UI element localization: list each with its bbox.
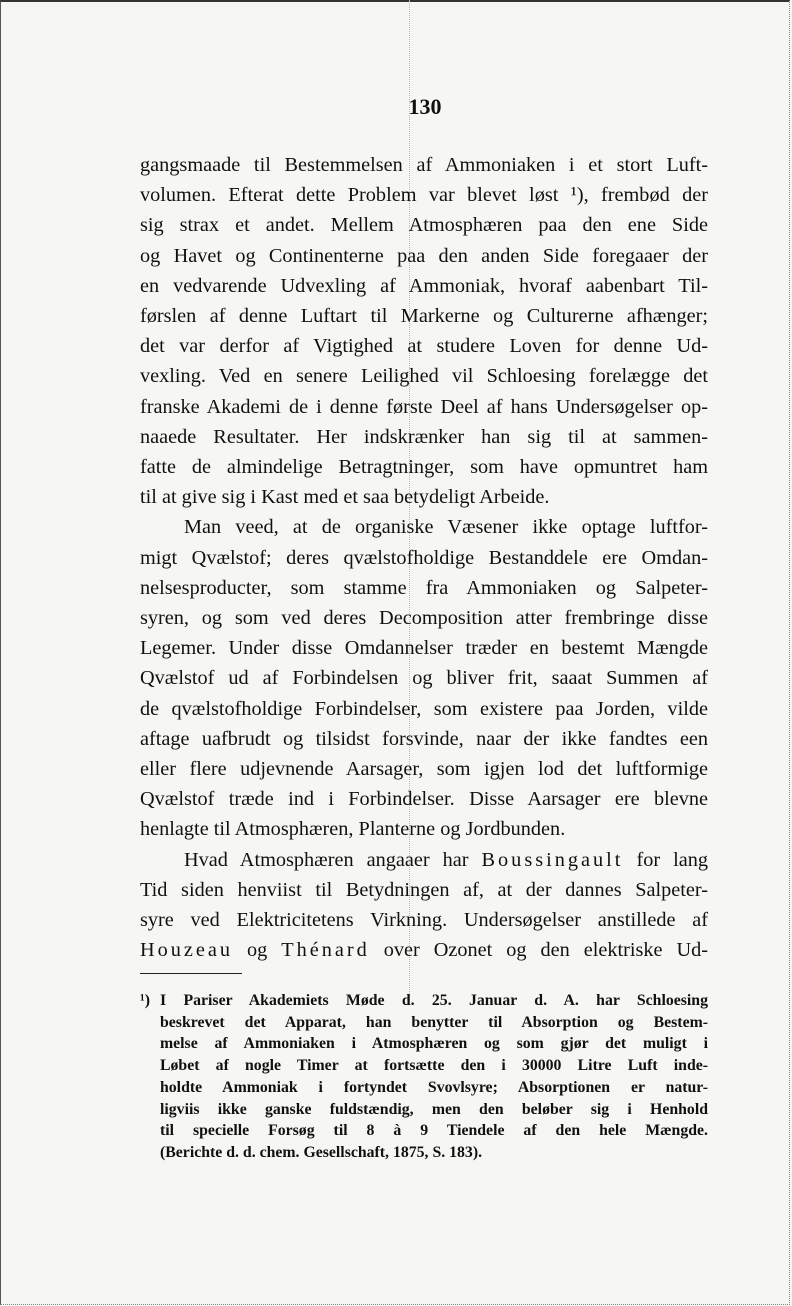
text-fragment: for lang bbox=[623, 848, 708, 871]
text-line: Qvælstof træde ind i Forbindelser. Disse Aarsager ere blevne bbox=[140, 788, 708, 811]
text-line: volumen. Efterat dette Problem var blevet løst ¹), frembød der bbox=[140, 184, 708, 207]
text-line: naaede Resultater. Her indskrænker han sig til at sammen- bbox=[140, 425, 708, 448]
text-line: syren, og som ved deres Decomposition atter frembringe disse bbox=[140, 607, 708, 630]
paragraphs-container bbox=[140, 150, 708, 845]
footnote-line: holdte Ammoniak i fortyndet Svovlsyre; Absorptionen er natur- bbox=[160, 1078, 708, 1096]
text-line: Man veed, at de organiske Væsener ikke optage luftfor- bbox=[184, 516, 708, 539]
footnote-mark: ¹) bbox=[140, 992, 150, 1009]
text-line: fatte de almindelige Betragtninger, som have opmuntret ham bbox=[140, 456, 708, 479]
text-line bbox=[140, 935, 708, 965]
paragraph-3 bbox=[140, 845, 708, 966]
body-text bbox=[140, 150, 708, 965]
text-line: eller flere udjevnende Aarsager, som igjen lod det luftformige bbox=[140, 758, 708, 781]
text-fragment: over Ozonet og den elektriske Ud- bbox=[369, 939, 709, 962]
author-name-houzeau: Houzeau bbox=[140, 939, 234, 962]
text-line: nelsesproducter, som stamme fra Ammoniaken og Salpeter- bbox=[140, 576, 708, 599]
text-fragment: Hvad Atmosphæren angaaer har bbox=[184, 848, 482, 871]
text-line: henlagte til Atmosphæren, Planterne og Jordbunden. bbox=[140, 818, 566, 841]
paragraph-2 bbox=[140, 512, 708, 844]
footnote-line: Løbet af nogle Timer at fortsætte den i 30000 Litre Luft inde- bbox=[160, 1057, 708, 1075]
text-line: det var derfor af Vigtighed at studere Loven for denne Ud- bbox=[140, 335, 708, 358]
footnote-rule bbox=[140, 973, 242, 974]
text-line: en vedvarende Udvexling af Ammoniak, hvoraf aabenbart Til- bbox=[140, 274, 708, 297]
text-line: Legemer. Under disse Omdannelser træder en bestemt Mængde bbox=[140, 637, 708, 660]
author-name-thenard: Thénard bbox=[281, 939, 370, 962]
author-name-boussingault: Boussingault bbox=[481, 848, 624, 871]
text-line bbox=[140, 845, 708, 875]
text-line: migt Qvælstof; deres qvælstofholdige Bestanddele ere Omdan- bbox=[140, 546, 708, 569]
text-line: Qvælstof ud af Forbindelsen og bliver frit, saaat Summen af bbox=[140, 667, 708, 690]
paragraph-1 bbox=[140, 150, 708, 512]
text-line: førslen af denne Luftart til Markerne og Culturerne afhænger; bbox=[140, 305, 708, 328]
footnote-line: melse af Ammoniaken i Atmosphæren og som gjør det muligt i bbox=[160, 1035, 708, 1053]
text-line: syre ved Elektricitetens Virkning. Undersøgelser anstillede af bbox=[140, 909, 708, 932]
text-fragment: og bbox=[233, 939, 282, 962]
text-line: gangsmaade til Bestemmelsen af Ammoniaken i et stort Luft- bbox=[140, 154, 708, 176]
text-line: de qvælstofholdige Forbindelser, som existere paa Jorden, vilde bbox=[140, 697, 708, 720]
footnote-line: til specielle Forsøg til 8 à 9 Tiendele af den hele Mængde. bbox=[160, 1122, 708, 1140]
footnote-line: (Berichte d. d. chem. Gesellschaft, 1875, S. 183). bbox=[160, 1143, 483, 1161]
text-line: vexling. Ved en senere Leilighed vil Schloesing forelægge det bbox=[140, 365, 708, 388]
footnote-line: beskrevet det Apparat, han benytter til Absorption og Bestem- bbox=[160, 1013, 708, 1031]
footnote-text: I Pariser Akademiets Møde d. 25. Januar d. A. har Schloesing bbox=[160, 992, 708, 1009]
text-line: franske Akademi de i denne første Deel af hans Undersøgelser op- bbox=[140, 395, 708, 418]
text-line: sig strax et andet. Mellem Atmosphæren paa den ene Side bbox=[140, 214, 708, 237]
text-line: til at give sig i Kast med et saa betydeligt Arbeide. bbox=[140, 486, 550, 509]
text-line: Tid siden henviist til Betydningen af, at der dannes Salpeter- bbox=[140, 878, 708, 901]
footnote-1 bbox=[140, 990, 708, 1164]
text-line: og Havet og Continenterne paa den anden Side foregaaer der bbox=[140, 244, 708, 267]
footnotes bbox=[140, 990, 708, 1164]
page-number: 130 bbox=[408, 94, 442, 119]
text-line: aftage uafbrudt og tilsidst forsvinde, naar der ikke fandtes een bbox=[140, 727, 708, 750]
footnote-line: ligviis ikke ganske fuldstændig, men den beløber sig i Henhold bbox=[160, 1100, 708, 1118]
footnote-line bbox=[140, 990, 708, 1012]
